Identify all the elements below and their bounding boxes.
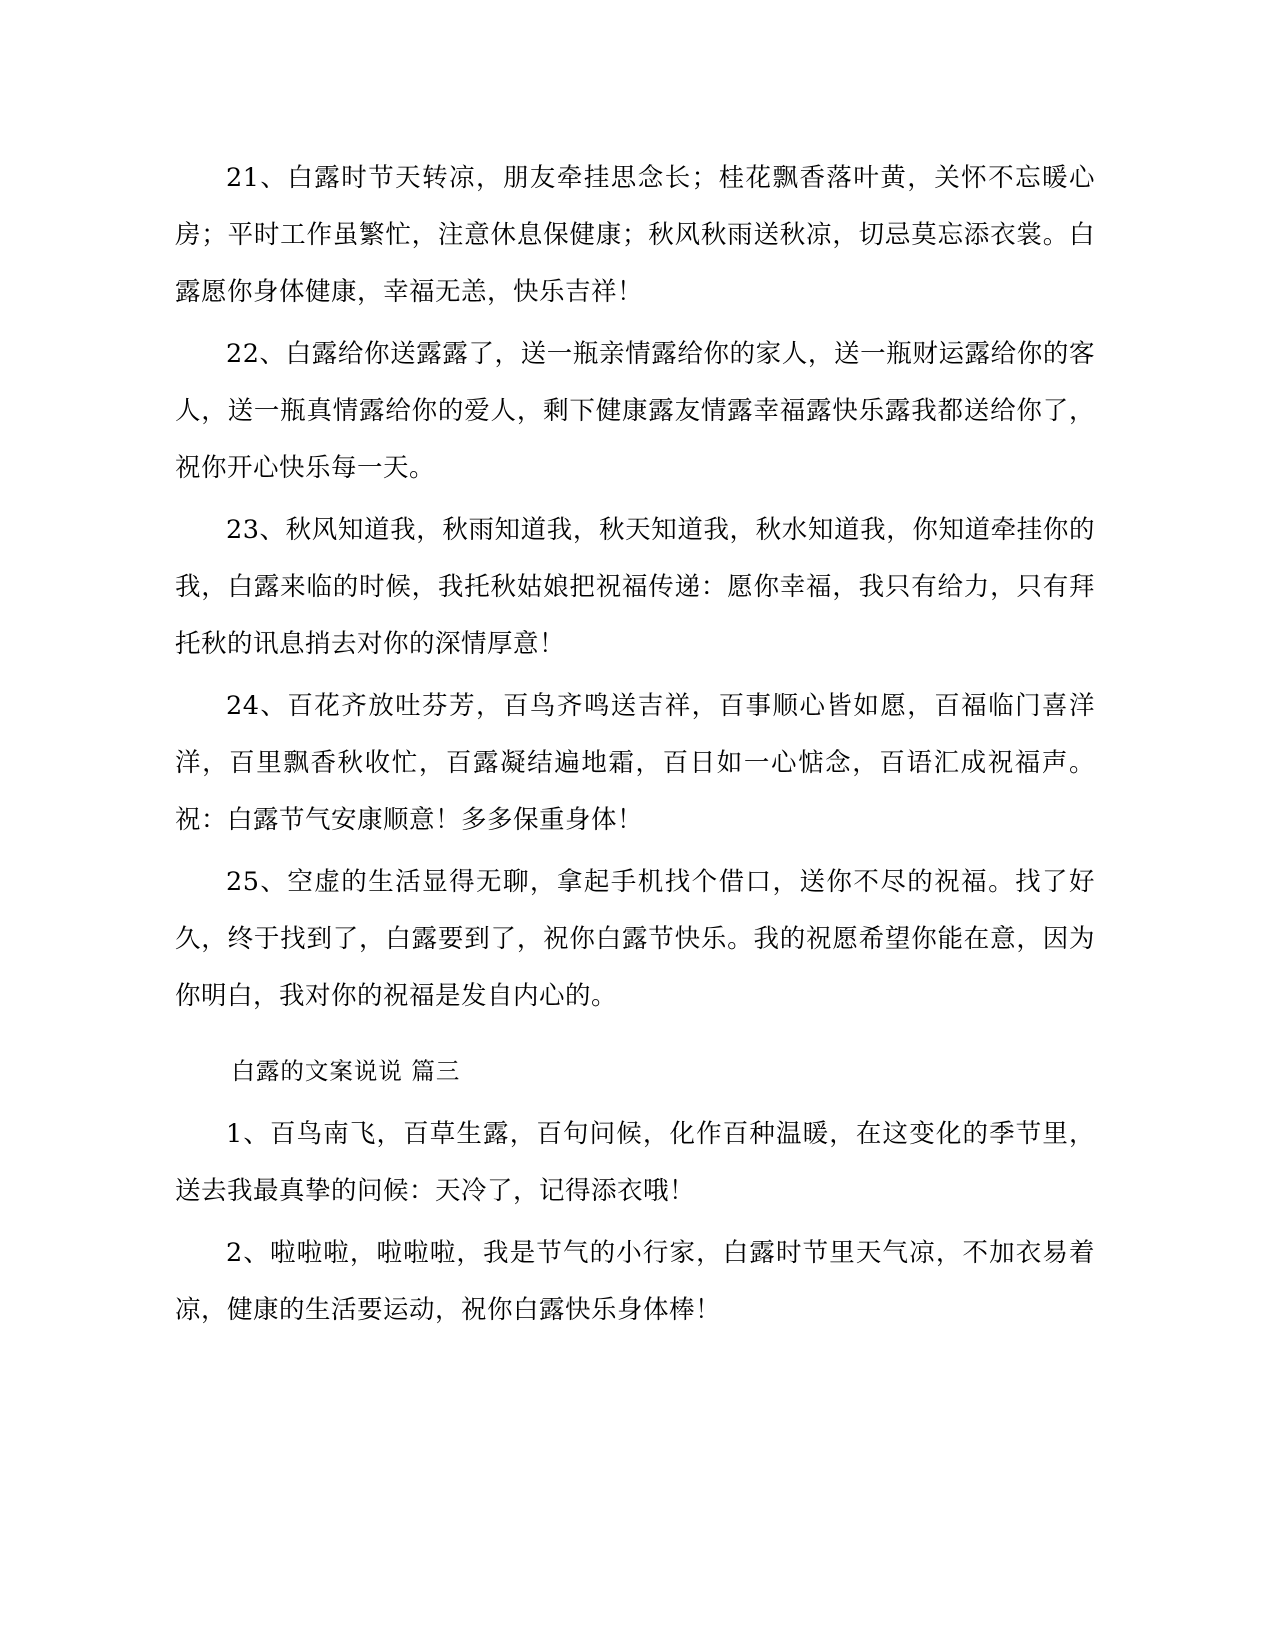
paragraph-21: 21、白露时节天转凉，朋友牵挂思念长；桂花飘香落叶黄，关怀不忘暖心房；平时工作虽繁忙，注意休息保健康；秋风秋雨送秋凉，切忌莫忘添衣裳。白露愿你身体健康，幸福无恙，快乐吉祥！ [175, 163, 1095, 307]
paragraph-1: 1、百鸟南飞，百草生露，百句问候，化作百种温暖，在这变化的季节里，送去我最真挚的问候：天冷了，记得添衣哦！ [175, 1119, 1095, 1206]
paragraph-22: 22、白露给你送露露了，送一瓶亲情露给你的家人，送一瓶财运露给你的客人，送一瓶真情露给你的爱人，剩下健康露友情露幸福露快乐露我都送给你了，祝你开心快乐每一天。 [175, 339, 1095, 483]
paragraph-25: 25、空虚的生活显得无聊，拿起手机找个借口，送你不尽的祝福。找了好久，终于找到了，白露要到了，祝你白露节快乐。我的祝愿希望你能在意，因为你明白，我对你的祝福是发自内心的。 [175, 867, 1095, 1011]
paragraph-24: 24、百花齐放吐芬芳，百鸟齐鸣送吉祥，百事顺心皆如愿，百福临门喜洋洋，百里飘香秋收忙，百露凝结遍地霜，百日如一心惦念，百语汇成祝福声。祝：白露节气安康顺意！多多保重身体！ [175, 691, 1095, 835]
paragraph-2: 2、啦啦啦，啦啦啦，我是节气的小行家，白露时节里天气凉，不加衣易着凉，健康的生活要运动，祝你白露快乐身体棒！ [175, 1238, 1095, 1325]
section-heading: 白露的文案说说 篇三 [231, 1057, 461, 1085]
paragraph-23: 23、秋风知道我，秋雨知道我，秋天知道我，秋水知道我，你知道牵挂你的我，白露来临的时候，我托秋姑娘把祝福传递：愿你幸福，我只有给力，只有拜托秋的讯息捎去对你的深情厚意！ [175, 515, 1095, 659]
document-body [175, 150, 1095, 1339]
